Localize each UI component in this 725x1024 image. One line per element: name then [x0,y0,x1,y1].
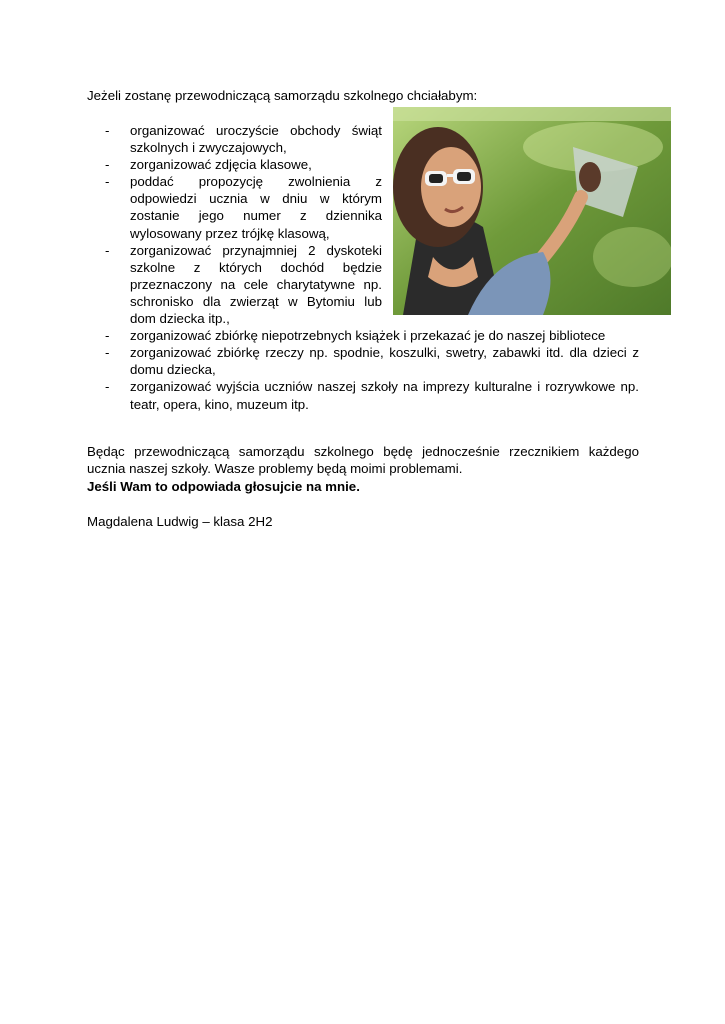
list-item: - zorganizować wyjścia uczniów naszej szkoły na imprezy kulturalne i rozrywkowe np. teatr, opera, kino, muzeum itp. [105,379,639,412]
list-item: - zorganizować zdjęcia klasowe, [105,157,312,173]
plan-list [87,122,639,413]
list-item: - zorganizować zbiórkę rzeczy np. spodnie, koszulki, swetry, zabawki itd. dla dzieci z domu dziecka, [105,345,639,378]
vote-call: Jeśli Wam to odpowiada głosujcie na mnie. [87,479,360,494]
list-item: - zorganizować przynajmniej 2 dyskoteki szkolne z których dochód będzie przeznaczony na cele charytatywne np. schronisko dla zwierząt w Bytomiu lub dom dziecka itp., [105,242,382,327]
signature: Magdalena Ludwig – klasa 2H2 [87,514,273,529]
intro-line: Jeżeli zostanę przewodniczącą samorządu szkolnego chciałabym: [87,88,478,103]
list-item: - organizować uroczyście obchody świąt szkolnych i zwyczajowych, [105,123,382,156]
spokesperson-paragraph: Będąc przewodniczącą samorządu szkolnego będę jednocześnie rzecznikiem każdego ucznia naszej szkoły. Wasze problemy będą moimi problemami. [87,444,639,477]
list-item: - poddać propozycję zwolnienia z odpowiedzi ucznia w dniu w którym zostanie jego numer z dziennika wylosowany przez trójkę klasową, [105,174,382,241]
list-item: - zorganizować zbiórkę niepotrzebnych książek i przekazać je do naszej bibliotece [105,328,606,344]
